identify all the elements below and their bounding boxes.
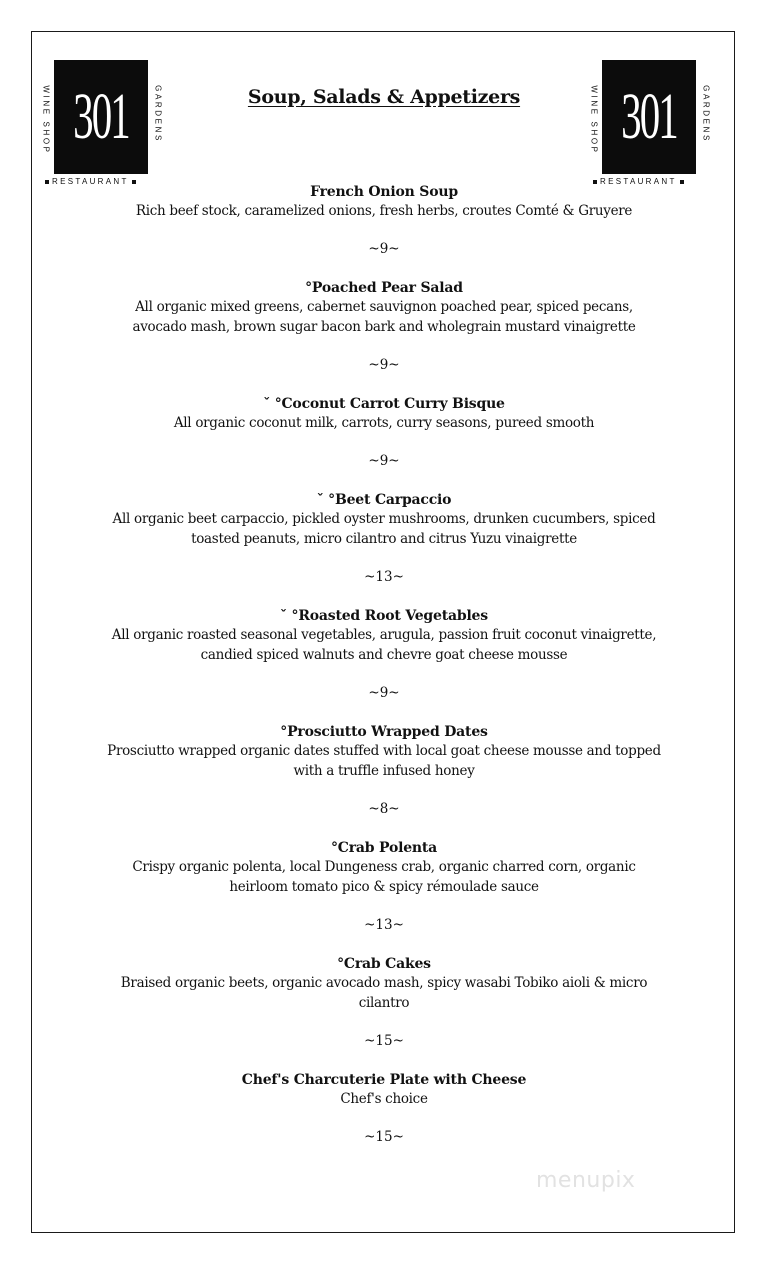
logo-right xyxy=(584,60,712,188)
menu-item xyxy=(70,839,698,935)
item-description xyxy=(70,625,698,665)
item-description xyxy=(70,297,698,337)
item-description-line: All organic coconut milk, carrots, curry seasons, pureed smooth xyxy=(173,415,595,431)
item-price: ~9~ xyxy=(368,357,400,373)
item-description-line: toasted peanuts, micro cilantro and citrus Yuzu vinaigrette xyxy=(191,531,577,547)
logo-restaurant-text: RESTAURANT xyxy=(600,177,677,186)
item-description xyxy=(70,741,698,781)
menu-item xyxy=(70,279,698,375)
item-description-line: All organic roasted seasonal vegetables, arugula, passion fruit coconut vinaigrette, xyxy=(111,627,657,643)
logo-wine-shop-text: WINE SHOP xyxy=(41,85,51,155)
item-name: °Prosciutto Wrapped Dates xyxy=(280,724,488,740)
square-bullet-icon xyxy=(45,180,49,184)
logo-number: 301 xyxy=(621,80,677,153)
logo-block xyxy=(602,60,696,174)
item-description-line: Crispy organic polenta, local Dungeness crab, organic charred corn, organic xyxy=(132,859,636,875)
logo-left xyxy=(36,60,164,188)
item-price: ~15~ xyxy=(364,1033,404,1049)
menu-item xyxy=(70,955,698,1051)
item-description xyxy=(70,201,698,221)
item-description-line: Prosciutto wrapped organic dates stuffed with local goat cheese mousse and topped xyxy=(107,743,661,759)
item-name: °Crab Cakes xyxy=(337,956,431,972)
menu-item xyxy=(70,395,698,471)
item-name: Chef's Charcuterie Plate with Cheese xyxy=(241,1072,527,1088)
logo-gardens-text: GARDENS xyxy=(153,85,163,143)
item-description-line: Chef's choice xyxy=(340,1091,428,1107)
watermark-text: menupix xyxy=(536,1168,636,1193)
item-description-line: cilantro xyxy=(358,995,410,1011)
item-description-line: heirloom tomato pico & spicy rémoulade sauce xyxy=(229,879,539,895)
item-price: ~9~ xyxy=(368,685,400,701)
section-title: Soup, Salads & Appetizers xyxy=(247,86,521,108)
item-name: ˇ °Beet Carpaccio xyxy=(316,492,452,508)
item-name: ˇ °Coconut Carrot Curry Bisque xyxy=(263,396,505,412)
item-description-line: with a truffle infused honey xyxy=(293,763,475,779)
item-description-line: candied spiced walnuts and chevre goat cheese mousse xyxy=(200,647,568,663)
logo-number: 301 xyxy=(73,80,129,153)
menu-item xyxy=(70,491,698,587)
item-description xyxy=(70,857,698,897)
item-price: ~9~ xyxy=(368,241,400,257)
menu-list xyxy=(70,183,698,1167)
menu-item xyxy=(70,1071,698,1147)
item-description-line: Braised organic beets, organic avocado mash, spicy wasabi Tobiko aioli & micro xyxy=(120,975,648,991)
item-name: °Poached Pear Salad xyxy=(305,280,463,296)
logo-gardens-text: GARDENS xyxy=(701,85,711,143)
menu-item xyxy=(70,723,698,819)
item-description-line: Rich beef stock, caramelized onions, fresh herbs, croutes Comté & Gruyere xyxy=(135,203,633,219)
logo-block xyxy=(54,60,148,174)
item-price: ~13~ xyxy=(364,917,404,933)
item-price: ~13~ xyxy=(364,569,404,585)
item-price: ~8~ xyxy=(368,801,400,817)
item-name: °Crab Polenta xyxy=(330,840,438,856)
logo-wine-shop-text: WINE SHOP xyxy=(589,85,599,155)
item-name: French Onion Soup xyxy=(310,184,458,200)
item-price: ~9~ xyxy=(368,453,400,469)
item-description-line: All organic beet carpaccio, pickled oyster mushrooms, drunken cucumbers, spiced xyxy=(112,511,656,527)
item-price: ~15~ xyxy=(364,1129,404,1145)
item-description-line: avocado mash, brown sugar bacon bark and wholegrain mustard vinaigrette xyxy=(132,319,636,335)
item-description xyxy=(70,1089,698,1109)
item-description xyxy=(70,413,698,433)
menu-item xyxy=(70,183,698,259)
item-description-line: All organic mixed greens, cabernet sauvignon poached pear, spiced pecans, xyxy=(135,299,633,315)
logo-restaurant-text: RESTAURANT xyxy=(52,177,129,186)
item-description xyxy=(70,509,698,549)
item-description xyxy=(70,973,698,1013)
menu-item xyxy=(70,607,698,703)
item-name: ˇ °Roasted Root Vegetables xyxy=(280,608,488,624)
